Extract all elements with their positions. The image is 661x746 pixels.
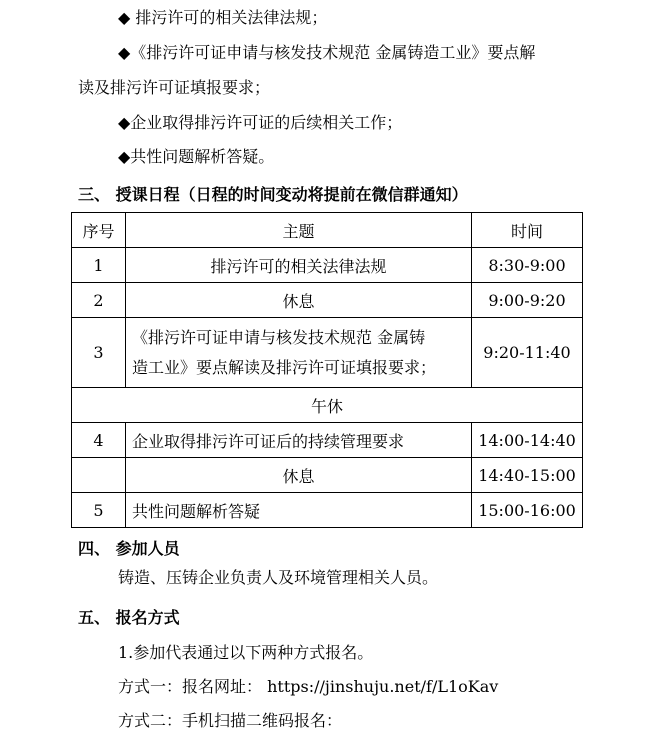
row-num: 4 [72,423,126,458]
row-topic-line1: 《排污许可证申请与核发技术规范 金属铸 [132,327,426,347]
row-time: 14:40-15:00 [472,458,583,493]
section5-method2: 方式二：手机扫描二维码报名： [118,711,343,730]
row-num: 1 [72,248,126,283]
row-topic [126,318,472,388]
table-row [72,458,583,493]
row-time: 15:00-16:00 [472,493,583,528]
section4-body: 铸造、压铸企业负责人及环境管理相关人员。 [118,568,439,587]
row-topic: 休息 [126,458,472,493]
section3-heading: 三、 授课日程（日程的时间变动将提前在微信群通知） [78,185,468,204]
row-time: 8:30-9:00 [472,248,583,283]
row-num: 3 [72,318,126,388]
row-merged: 午休 [72,388,583,423]
row-topic: 企业取得排污许可证后的持续管理要求 [126,423,472,458]
section4-heading: 四、 参加人员 [78,539,180,558]
schedule-table [71,212,583,528]
table-row [72,248,583,283]
section5-item1: 1.参加代表通过以下两种方式报名。 [118,643,374,662]
row-time: 9:20-11:40 [472,318,583,388]
row-num: 2 [72,283,126,318]
row-time: 14:00-14:40 [472,423,583,458]
bullet-qa: ◆共性问题解析答疑。 [118,147,275,166]
header-num: 序号 [72,213,126,248]
row-num: 5 [72,493,126,528]
section5-method1: 方式一：报名网址： https://jinshuju.net/f/L1oKav [118,677,499,696]
row-topic: 共性问题解析答疑 [126,493,472,528]
row-topic-line2: 造工业》要点解读及排污许可证填报要求； [132,357,437,377]
bullet-laws: ◆ 排污许可的相关法律法规； [118,8,328,27]
bullet-spec-line1: ◆《排污许可证申请与核发技术规范 金属铸造工业》要点解 [118,43,536,62]
bullet-spec-line2: 读及排污许可证填报要求； [78,78,271,97]
table-header-row [72,213,583,248]
section5-heading: 五、 报名方式 [78,608,180,627]
row-time: 9:00-9:20 [472,283,583,318]
bullet-followup: ◆企业取得排污许可证的后续相关工作； [118,113,403,132]
row-topic: 休息 [126,283,472,318]
table-row-lunch [72,388,583,423]
table-row [72,283,583,318]
table-row [72,423,583,458]
header-topic: 主题 [126,213,472,248]
row-topic: 排污许可的相关法律法规 [126,248,472,283]
table-row [72,318,583,388]
row-num [72,458,126,493]
table-row [72,493,583,528]
header-time: 时间 [472,213,583,248]
